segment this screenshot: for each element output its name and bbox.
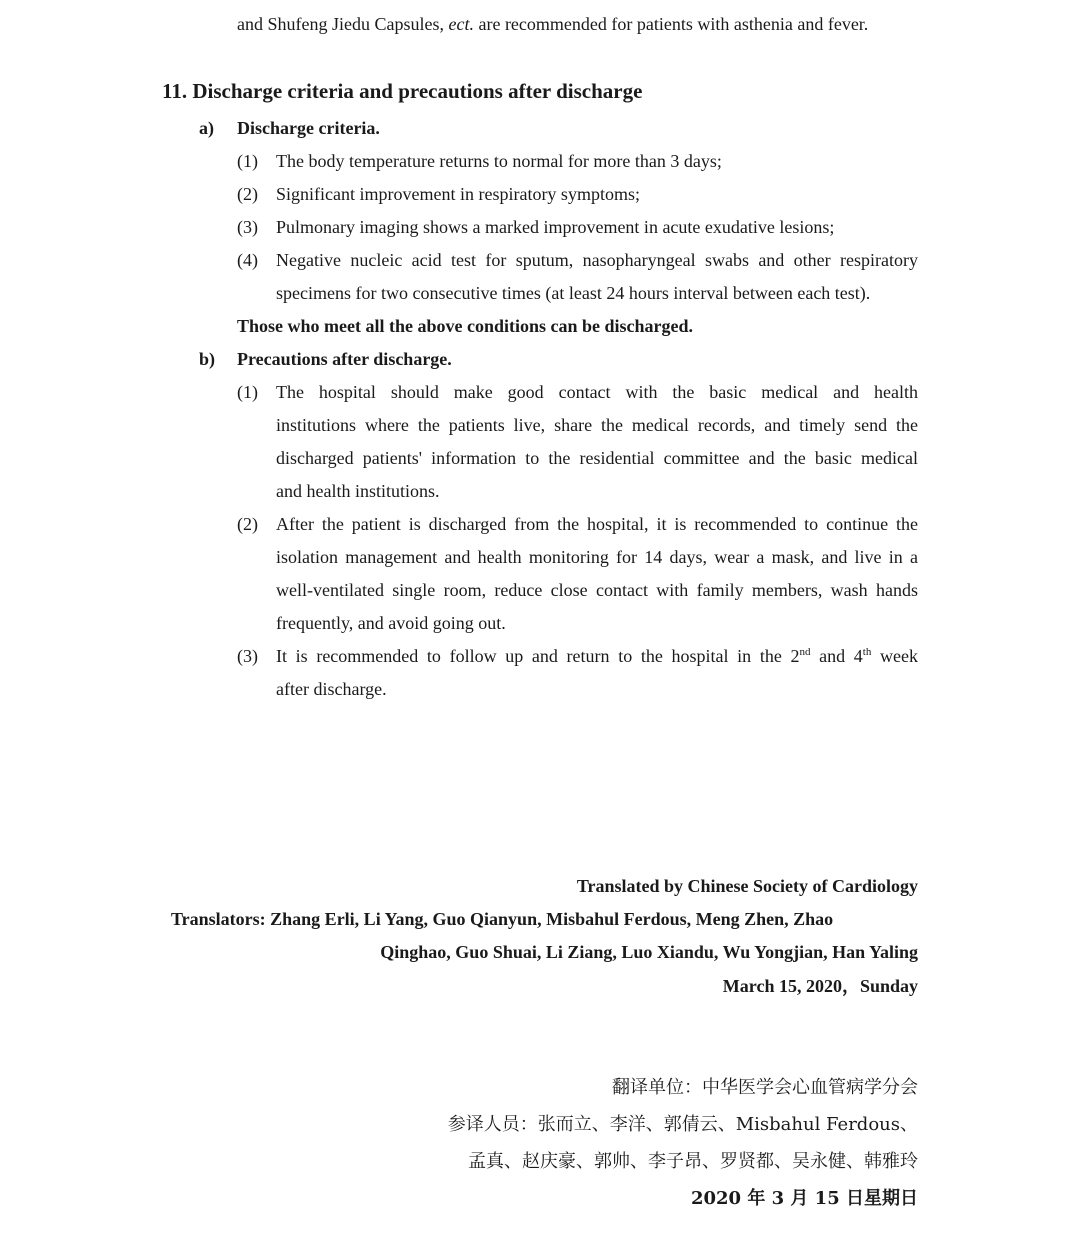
cn-participants-line-2: 孟真、赵庆豪、郭帅、李子昂、罗贤都、吴永健、韩雅玲 (468, 1151, 918, 1172)
cn-participants-line-1: 参译人员：张而立、李洋、郭倩云、Misbahul Ferdous、 (447, 1114, 918, 1135)
list-item-text: Pulmonary imaging shows a marked improvement in acute exudative lesions; (276, 217, 835, 237)
top-fragment-text: and Shufeng Jiedu Capsules, (237, 14, 449, 34)
section-title: 11. Discharge criteria and precautions after discharge (162, 79, 643, 103)
translated-by: Translated by Chinese Society of Cardiology (576, 876, 918, 896)
list-item-number: (3) (237, 217, 258, 237)
cn-date: 2020 年 3 月 15 日星期日 (690, 1188, 918, 1209)
list-item-text-continued: and health institutions. (276, 481, 440, 501)
top-fragment-text-end: are recommended for patients with asthenia and fever. (473, 14, 869, 34)
list-item-number: (3) (237, 646, 258, 666)
translators-line-1: Translators: Zhang Erli, Li Yang, Guo Qianyun, Misbahul Ferdous, Meng Zhen, Zhao (171, 909, 834, 929)
top-fragment-italic: ect. (448, 14, 474, 34)
list-item-text: The body temperature returns to normal for more than 3 days; (276, 151, 722, 171)
subsection-a-marker: a) (199, 118, 214, 138)
list-item-text: Significant improvement in respiratory symptoms; (276, 184, 640, 204)
subsection-a-heading: Discharge criteria. (237, 118, 380, 138)
list-item-text-continued: discharged patients' information to the residential committee and the basic medical (276, 448, 918, 468)
translators-line-2: Qinghao, Guo Shuai, Li Ziang, Luo Xiandu, Wu Yongjian, Han Yaling (380, 942, 918, 962)
list-item-number: (4) (237, 250, 258, 270)
list-item-text: The hospital should make good contact with the basic medical and health (276, 382, 918, 402)
list-item-number: (1) (237, 382, 258, 402)
list-item-number: (1) (237, 151, 258, 171)
list-item-number: (2) (237, 514, 258, 534)
list-item-text-continued: well-ventilated single room, reduce close contact with family members, wash hands (276, 580, 918, 600)
list-item-text: After the patient is discharged from the hospital, it is recommended to continue the (276, 514, 918, 534)
list-item-text-continued: institutions where the patients live, share the medical records, and timely send the (276, 415, 918, 435)
list-item-text-continued: frequently, and avoid going out. (276, 613, 506, 633)
list-item-text-continued: specimens for two consecutive times (at least 24 hours interval between each test). (276, 283, 871, 303)
subsection-b-heading: Precautions after discharge. (237, 349, 452, 369)
list-item-number: (2) (237, 184, 258, 204)
cn-translation-unit: 翻译单位：中华医学会心血管病学分会 (612, 1077, 918, 1098)
list-item-text: It is recommended to follow up and return to the hospital in the 2nd and 4th week (276, 646, 918, 666)
discharge-conclusion: Those who meet all the above conditions can be discharged. (237, 316, 694, 336)
list-item-text: Negative nucleic acid test for sputum, nasopharyngeal swabs and other respiratory (276, 250, 918, 270)
subsection-b-marker: b) (199, 349, 216, 369)
list-item-text-continued: after discharge. (276, 679, 387, 699)
list-item-text-continued: isolation management and health monitoring for 14 days, wear a mask, and live in a (276, 547, 918, 567)
english-date: March 15, 2020，Sunday (722, 976, 918, 996)
top-fragment (237, 13, 868, 35)
